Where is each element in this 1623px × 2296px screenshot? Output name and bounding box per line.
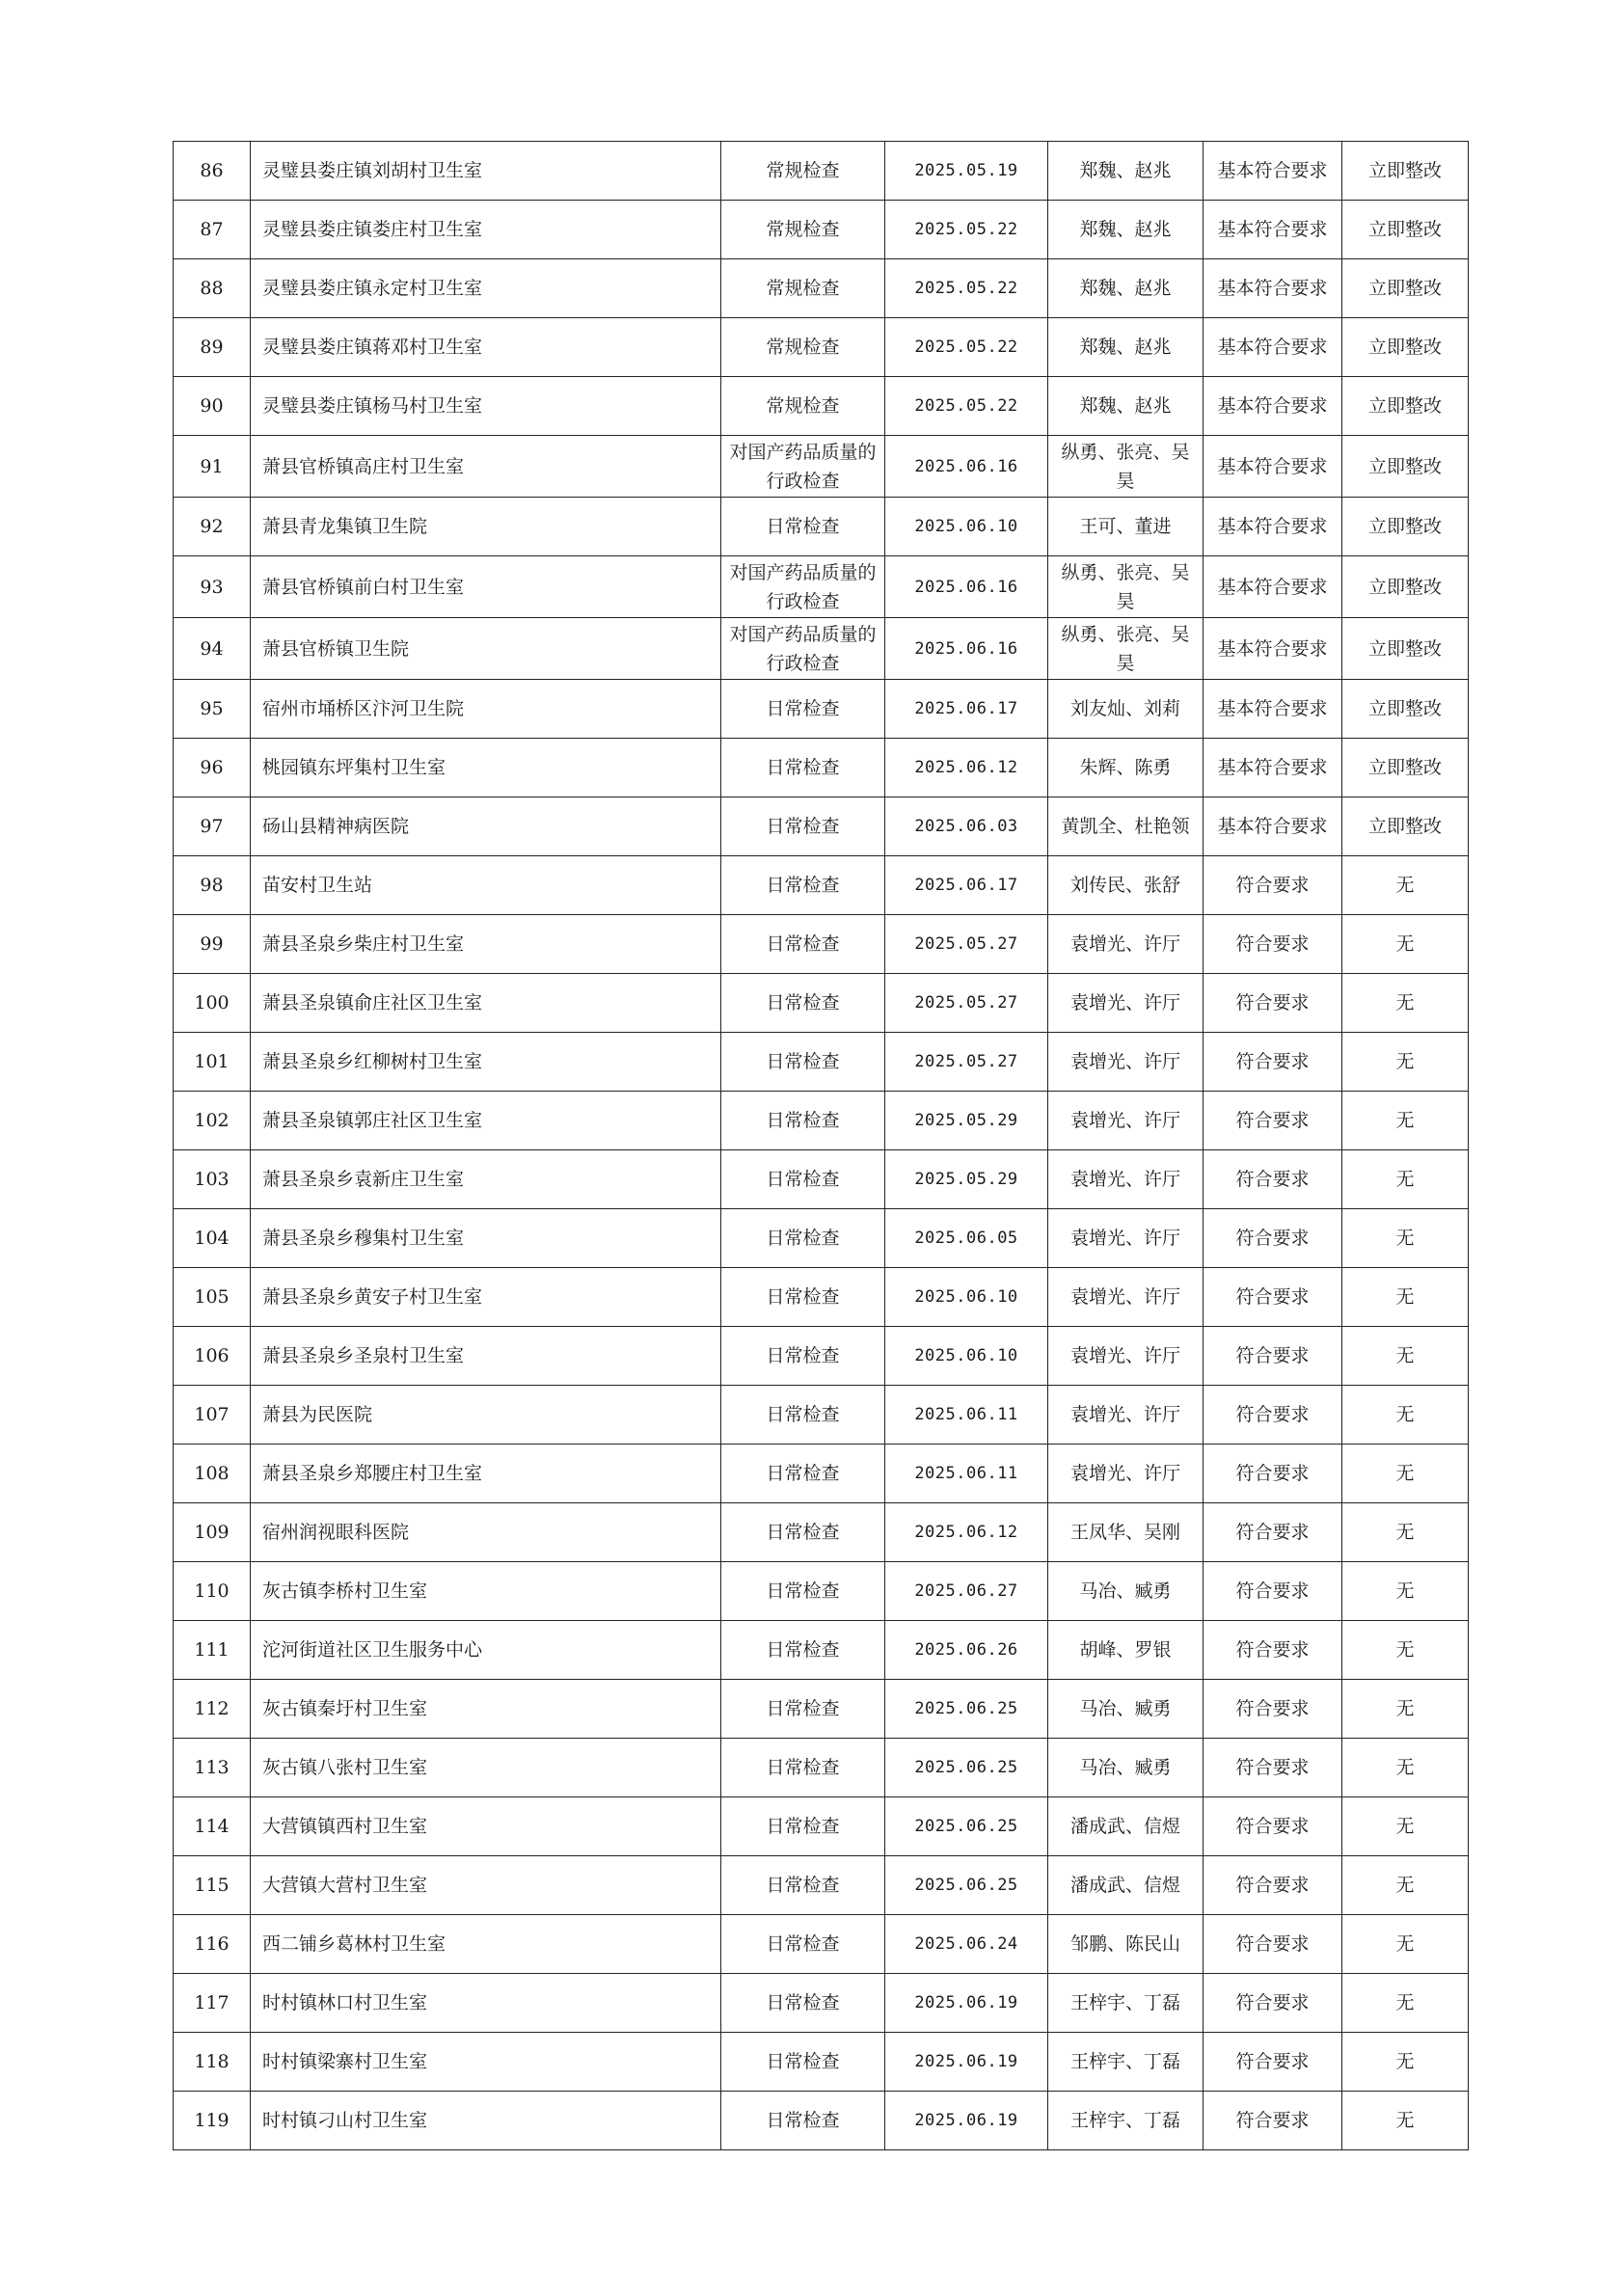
table-row [174, 2033, 1469, 2092]
institution-name-cell: 萧县圣泉乡红柳树村卫生室 [251, 1033, 721, 1092]
inspectors-cell: 刘传民、张舒 [1048, 856, 1204, 915]
institution-name-cell: 砀山县精神病医院 [251, 797, 721, 856]
inspection-date-cell: 2025.05.29 [885, 1150, 1048, 1209]
inspectors-cell: 袁增光、许厅 [1048, 1386, 1204, 1445]
table-row [174, 2092, 1469, 2150]
inspectors-cell: 王可、董进 [1048, 498, 1204, 556]
inspection-date-cell: 2025.05.27 [885, 974, 1048, 1033]
rectification-action-cell: 立即整改 [1342, 259, 1469, 318]
table-row [174, 201, 1469, 259]
row-number-cell: 86 [174, 142, 251, 201]
inspection-type-cell: 常规检查 [721, 142, 885, 201]
row-number-cell: 89 [174, 318, 251, 377]
inspection-date-cell: 2025.06.10 [885, 1268, 1048, 1327]
inspection-date-cell: 2025.06.27 [885, 1562, 1048, 1621]
row-number-cell: 108 [174, 1445, 251, 1503]
rectification-action-cell: 无 [1342, 1209, 1469, 1268]
table-row [174, 856, 1469, 915]
inspectors-cell: 潘成武、信煜 [1048, 1856, 1204, 1915]
table-row [174, 1915, 1469, 1974]
inspection-type-cell: 日常检查 [721, 1092, 885, 1150]
institution-name-cell: 灵璧县娄庄镇刘胡村卫生室 [251, 142, 721, 201]
inspectors-cell: 马冶、臧勇 [1048, 1739, 1204, 1797]
inspection-result-cell: 符合要求 [1204, 1092, 1342, 1150]
rectification-action-cell: 无 [1342, 1268, 1469, 1327]
inspection-type-cell: 日常检查 [721, 856, 885, 915]
table-row [174, 318, 1469, 377]
table-row [174, 498, 1469, 556]
rectification-action-cell: 无 [1342, 1445, 1469, 1503]
institution-name-cell: 萧县圣泉乡郑腰庄村卫生室 [251, 1445, 721, 1503]
table-row [174, 436, 1469, 498]
institution-name-cell: 萧县官桥镇卫生院 [251, 618, 721, 680]
inspectors-cell: 袁增光、许厅 [1048, 1445, 1204, 1503]
inspectors-cell: 袁增光、许厅 [1048, 915, 1204, 974]
inspection-date-cell: 2025.06.25 [885, 1856, 1048, 1915]
rectification-action-cell: 无 [1342, 1680, 1469, 1739]
row-number-cell: 110 [174, 1562, 251, 1621]
rectification-action-cell: 无 [1342, 2092, 1469, 2150]
table-row [174, 1797, 1469, 1856]
inspection-date-cell: 2025.06.16 [885, 618, 1048, 680]
inspectors-cell: 朱辉、陈勇 [1048, 739, 1204, 797]
inspection-result-cell: 基本符合要求 [1204, 680, 1342, 739]
row-number-cell: 117 [174, 1974, 251, 2033]
inspectors-cell: 郑魏、赵兆 [1048, 318, 1204, 377]
inspection-result-cell: 符合要求 [1204, 1268, 1342, 1327]
table-row [174, 1327, 1469, 1386]
row-number-cell: 88 [174, 259, 251, 318]
inspection-date-cell: 2025.05.22 [885, 201, 1048, 259]
inspection-type-cell: 日常检查 [721, 1503, 885, 1562]
institution-name-cell: 萧县青龙集镇卫生院 [251, 498, 721, 556]
institution-name-cell: 时村镇林口村卫生室 [251, 1974, 721, 2033]
inspectors-cell: 袁增光、许厅 [1048, 1327, 1204, 1386]
row-number-cell: 111 [174, 1621, 251, 1680]
row-number-cell: 91 [174, 436, 251, 498]
inspection-result-cell: 符合要求 [1204, 1209, 1342, 1268]
inspection-date-cell: 2025.05.29 [885, 1092, 1048, 1150]
inspection-result-cell: 基本符合要求 [1204, 142, 1342, 201]
inspection-date-cell: 2025.06.26 [885, 1621, 1048, 1680]
table-row [174, 1974, 1469, 2033]
inspection-date-cell: 2025.06.10 [885, 498, 1048, 556]
inspection-result-cell: 符合要求 [1204, 1327, 1342, 1386]
row-number-cell: 100 [174, 974, 251, 1033]
rectification-action-cell: 无 [1342, 1974, 1469, 2033]
inspection-result-cell: 基本符合要求 [1204, 259, 1342, 318]
rectification-action-cell: 无 [1342, 1327, 1469, 1386]
table-row [174, 556, 1469, 618]
rectification-action-cell: 无 [1342, 1621, 1469, 1680]
institution-name-cell: 大营镇大营村卫生室 [251, 1856, 721, 1915]
inspection-type-cell: 日常检查 [721, 1327, 885, 1386]
institution-name-cell: 灰古镇李桥村卫生室 [251, 1562, 721, 1621]
row-number-cell: 112 [174, 1680, 251, 1739]
inspection-result-cell: 符合要求 [1204, 1974, 1342, 2033]
inspection-type-cell: 日常检查 [721, 1856, 885, 1915]
table-row [174, 1386, 1469, 1445]
row-number-cell: 109 [174, 1503, 251, 1562]
inspectors-cell: 袁增光、许厅 [1048, 1033, 1204, 1092]
row-number-cell: 114 [174, 1797, 251, 1856]
row-number-cell: 94 [174, 618, 251, 680]
inspection-type-cell: 日常检查 [721, 797, 885, 856]
institution-name-cell: 萧县圣泉乡圣泉村卫生室 [251, 1327, 721, 1386]
table-row [174, 1739, 1469, 1797]
inspection-date-cell: 2025.05.22 [885, 377, 1048, 436]
table-body [174, 142, 1469, 2150]
inspection-date-cell: 2025.05.27 [885, 1033, 1048, 1092]
rectification-action-cell: 立即整改 [1342, 377, 1469, 436]
institution-name-cell: 宿州市埇桥区汴河卫生院 [251, 680, 721, 739]
inspection-result-cell: 符合要求 [1204, 1150, 1342, 1209]
rectification-action-cell: 无 [1342, 1797, 1469, 1856]
inspectors-cell: 纵勇、张亮、吴昊 [1048, 436, 1204, 498]
inspection-result-cell: 符合要求 [1204, 1621, 1342, 1680]
institution-name-cell: 萧县圣泉镇俞庄社区卫生室 [251, 974, 721, 1033]
inspection-result-cell: 基本符合要求 [1204, 377, 1342, 436]
table-row [174, 1268, 1469, 1327]
inspection-type-cell: 日常检查 [721, 1150, 885, 1209]
row-number-cell: 103 [174, 1150, 251, 1209]
table-row [174, 974, 1469, 1033]
row-number-cell: 90 [174, 377, 251, 436]
row-number-cell: 116 [174, 1915, 251, 1974]
row-number-cell: 98 [174, 856, 251, 915]
inspectors-cell: 纵勇、张亮、吴昊 [1048, 618, 1204, 680]
inspection-type-cell: 日常检查 [721, 1445, 885, 1503]
rectification-action-cell: 无 [1342, 856, 1469, 915]
inspection-date-cell: 2025.06.17 [885, 680, 1048, 739]
inspection-result-cell: 符合要求 [1204, 2092, 1342, 2150]
inspection-type-cell: 日常检查 [721, 1386, 885, 1445]
institution-name-cell: 沱河街道社区卫生服务中心 [251, 1621, 721, 1680]
inspectors-cell: 胡峰、罗银 [1048, 1621, 1204, 1680]
inspectors-cell: 袁增光、许厅 [1048, 1092, 1204, 1150]
inspection-type-cell: 日常检查 [721, 2033, 885, 2092]
table-row [174, 1033, 1469, 1092]
rectification-action-cell: 立即整改 [1342, 318, 1469, 377]
inspection-table [173, 141, 1469, 2150]
rectification-action-cell: 立即整改 [1342, 436, 1469, 498]
row-number-cell: 101 [174, 1033, 251, 1092]
inspection-type-cell: 日常检查 [721, 739, 885, 797]
inspection-result-cell: 符合要求 [1204, 1856, 1342, 1915]
inspection-type-cell: 日常检查 [721, 498, 885, 556]
row-number-cell: 102 [174, 1092, 251, 1150]
table-row [174, 1150, 1469, 1209]
institution-name-cell: 萧县圣泉乡柴庄村卫生室 [251, 915, 721, 974]
inspection-type-cell: 常规检查 [721, 259, 885, 318]
rectification-action-cell: 立即整改 [1342, 142, 1469, 201]
inspection-date-cell: 2025.06.25 [885, 1680, 1048, 1739]
institution-name-cell: 时村镇梁寨村卫生室 [251, 2033, 721, 2092]
row-number-cell: 93 [174, 556, 251, 618]
inspection-date-cell: 2025.06.24 [885, 1915, 1048, 1974]
rectification-action-cell: 无 [1342, 1562, 1469, 1621]
inspection-result-cell: 符合要求 [1204, 1739, 1342, 1797]
inspectors-cell: 郑魏、赵兆 [1048, 142, 1204, 201]
rectification-action-cell: 立即整改 [1342, 739, 1469, 797]
inspectors-cell: 王梓宇、丁磊 [1048, 2092, 1204, 2150]
rectification-action-cell: 立即整改 [1342, 680, 1469, 739]
inspection-date-cell: 2025.06.05 [885, 1209, 1048, 1268]
table-row [174, 1856, 1469, 1915]
inspection-type-cell: 日常检查 [721, 1209, 885, 1268]
inspectors-cell: 潘成武、信煜 [1048, 1797, 1204, 1856]
institution-name-cell: 时村镇刁山村卫生室 [251, 2092, 721, 2150]
inspectors-cell: 马冶、臧勇 [1048, 1562, 1204, 1621]
inspectors-cell: 王梓宇、丁磊 [1048, 2033, 1204, 2092]
inspection-result-cell: 基本符合要求 [1204, 318, 1342, 377]
inspection-date-cell: 2025.06.16 [885, 556, 1048, 618]
rectification-action-cell: 立即整改 [1342, 498, 1469, 556]
table-row [174, 1445, 1469, 1503]
institution-name-cell: 西二铺乡葛林村卫生室 [251, 1915, 721, 1974]
institution-name-cell: 灰古镇八张村卫生室 [251, 1739, 721, 1797]
institution-name-cell: 灵璧县娄庄镇杨马村卫生室 [251, 377, 721, 436]
institution-name-cell: 萧县圣泉乡袁新庄卫生室 [251, 1150, 721, 1209]
inspectors-cell: 袁增光、许厅 [1048, 974, 1204, 1033]
inspection-date-cell: 2025.06.11 [885, 1445, 1048, 1503]
inspection-type-cell: 对国产药品质量的行政检查 [721, 556, 885, 618]
row-number-cell: 113 [174, 1739, 251, 1797]
row-number-cell: 107 [174, 1386, 251, 1445]
table-row [174, 1503, 1469, 1562]
institution-name-cell: 萧县圣泉乡穆集村卫生室 [251, 1209, 721, 1268]
table-row [174, 1209, 1469, 1268]
inspectors-cell: 马冶、臧勇 [1048, 1680, 1204, 1739]
institution-name-cell: 萧县圣泉镇郭庄社区卫生室 [251, 1092, 721, 1150]
table-row [174, 1562, 1469, 1621]
inspection-type-cell: 常规检查 [721, 201, 885, 259]
inspection-date-cell: 2025.06.17 [885, 856, 1048, 915]
inspection-result-cell: 符合要求 [1204, 1503, 1342, 1562]
inspection-result-cell: 符合要求 [1204, 915, 1342, 974]
table-row [174, 142, 1469, 201]
rectification-action-cell: 立即整改 [1342, 797, 1469, 856]
inspection-type-cell: 常规检查 [721, 318, 885, 377]
inspection-type-cell: 日常检查 [721, 1974, 885, 2033]
inspectors-cell: 袁增光、许厅 [1048, 1150, 1204, 1209]
table-row [174, 739, 1469, 797]
rectification-action-cell: 立即整改 [1342, 201, 1469, 259]
rectification-action-cell: 无 [1342, 1739, 1469, 1797]
inspection-type-cell: 对国产药品质量的行政检查 [721, 618, 885, 680]
row-number-cell: 92 [174, 498, 251, 556]
inspection-result-cell: 基本符合要求 [1204, 797, 1342, 856]
institution-name-cell: 灰古镇秦圩村卫生室 [251, 1680, 721, 1739]
inspection-type-cell: 日常检查 [721, 1915, 885, 1974]
inspection-date-cell: 2025.06.12 [885, 739, 1048, 797]
rectification-action-cell: 无 [1342, 1503, 1469, 1562]
inspection-result-cell: 符合要求 [1204, 1033, 1342, 1092]
inspection-type-cell: 日常检查 [721, 1033, 885, 1092]
inspectors-cell: 刘友灿、刘莉 [1048, 680, 1204, 739]
row-number-cell: 95 [174, 680, 251, 739]
rectification-action-cell: 无 [1342, 915, 1469, 974]
inspection-type-cell: 日常检查 [721, 680, 885, 739]
row-number-cell: 115 [174, 1856, 251, 1915]
inspection-date-cell: 2025.05.22 [885, 318, 1048, 377]
inspection-type-cell: 日常检查 [721, 2092, 885, 2150]
inspectors-cell: 郑魏、赵兆 [1048, 259, 1204, 318]
inspection-result-cell: 符合要求 [1204, 1797, 1342, 1856]
inspection-date-cell: 2025.06.11 [885, 1386, 1048, 1445]
row-number-cell: 104 [174, 1209, 251, 1268]
rectification-action-cell: 立即整改 [1342, 556, 1469, 618]
row-number-cell: 99 [174, 915, 251, 974]
inspectors-cell: 纵勇、张亮、吴昊 [1048, 556, 1204, 618]
institution-name-cell: 萧县为民医院 [251, 1386, 721, 1445]
inspection-type-cell: 常规检查 [721, 377, 885, 436]
inspection-date-cell: 2025.05.27 [885, 915, 1048, 974]
inspectors-cell: 黄凯全、杜艳领 [1048, 797, 1204, 856]
inspection-date-cell: 2025.06.25 [885, 1797, 1048, 1856]
inspection-date-cell: 2025.06.25 [885, 1739, 1048, 1797]
rectification-action-cell: 无 [1342, 974, 1469, 1033]
inspection-result-cell: 符合要求 [1204, 2033, 1342, 2092]
inspection-date-cell: 2025.06.12 [885, 1503, 1048, 1562]
rectification-action-cell: 无 [1342, 1386, 1469, 1445]
inspectors-cell: 郑魏、赵兆 [1048, 377, 1204, 436]
rectification-action-cell: 无 [1342, 1150, 1469, 1209]
institution-name-cell: 萧县官桥镇高庄村卫生室 [251, 436, 721, 498]
inspection-result-cell: 符合要求 [1204, 1386, 1342, 1445]
table-row [174, 618, 1469, 680]
row-number-cell: 96 [174, 739, 251, 797]
inspection-result-cell: 基本符合要求 [1204, 498, 1342, 556]
inspection-date-cell: 2025.06.03 [885, 797, 1048, 856]
row-number-cell: 118 [174, 2033, 251, 2092]
institution-name-cell: 灵璧县娄庄镇永定村卫生室 [251, 259, 721, 318]
rectification-action-cell: 立即整改 [1342, 618, 1469, 680]
inspection-type-cell: 日常检查 [721, 1680, 885, 1739]
inspection-result-cell: 符合要求 [1204, 1915, 1342, 1974]
inspection-result-cell: 基本符合要求 [1204, 556, 1342, 618]
institution-name-cell: 萧县官桥镇前白村卫生室 [251, 556, 721, 618]
table-row [174, 680, 1469, 739]
inspection-type-cell: 日常检查 [721, 1268, 885, 1327]
institution-name-cell: 灵璧县娄庄镇蒋邓村卫生室 [251, 318, 721, 377]
inspection-date-cell: 2025.06.19 [885, 2033, 1048, 2092]
inspection-result-cell: 符合要求 [1204, 1445, 1342, 1503]
table-row [174, 915, 1469, 974]
table-row [174, 1621, 1469, 1680]
inspectors-cell: 袁增光、许厅 [1048, 1209, 1204, 1268]
inspection-result-cell: 基本符合要求 [1204, 436, 1342, 498]
rectification-action-cell: 无 [1342, 2033, 1469, 2092]
inspectors-cell: 王凤华、吴刚 [1048, 1503, 1204, 1562]
row-number-cell: 106 [174, 1327, 251, 1386]
inspectors-cell: 邹鹏、陈民山 [1048, 1915, 1204, 1974]
institution-name-cell: 萧县圣泉乡黄安子村卫生室 [251, 1268, 721, 1327]
inspection-date-cell: 2025.06.10 [885, 1327, 1048, 1386]
inspection-result-cell: 符合要求 [1204, 974, 1342, 1033]
inspection-result-cell: 基本符合要求 [1204, 739, 1342, 797]
institution-name-cell: 大营镇镇西村卫生室 [251, 1797, 721, 1856]
rectification-action-cell: 无 [1342, 1092, 1469, 1150]
inspection-type-cell: 日常检查 [721, 1739, 885, 1797]
row-number-cell: 119 [174, 2092, 251, 2150]
institution-name-cell: 宿州润视眼科医院 [251, 1503, 721, 1562]
inspection-date-cell: 2025.06.19 [885, 1974, 1048, 2033]
inspectors-cell: 王梓宇、丁磊 [1048, 1974, 1204, 2033]
rectification-action-cell: 无 [1342, 1856, 1469, 1915]
institution-name-cell: 灵璧县娄庄镇娄庄村卫生室 [251, 201, 721, 259]
table-row [174, 377, 1469, 436]
inspection-type-cell: 日常检查 [721, 915, 885, 974]
inspection-type-cell: 日常检查 [721, 1562, 885, 1621]
rectification-action-cell: 无 [1342, 1033, 1469, 1092]
table-row [174, 1680, 1469, 1739]
inspectors-cell: 郑魏、赵兆 [1048, 201, 1204, 259]
inspection-result-cell: 符合要求 [1204, 856, 1342, 915]
institution-name-cell: 桃园镇东坪集村卫生室 [251, 739, 721, 797]
table-row [174, 1092, 1469, 1150]
inspection-date-cell: 2025.06.19 [885, 2092, 1048, 2150]
inspection-result-cell: 符合要求 [1204, 1680, 1342, 1739]
row-number-cell: 97 [174, 797, 251, 856]
inspection-type-cell: 日常检查 [721, 1621, 885, 1680]
inspection-result-cell: 符合要求 [1204, 1562, 1342, 1621]
inspection-result-cell: 基本符合要求 [1204, 201, 1342, 259]
table-row [174, 259, 1469, 318]
inspection-type-cell: 对国产药品质量的行政检查 [721, 436, 885, 498]
inspection-date-cell: 2025.05.19 [885, 142, 1048, 201]
inspection-type-cell: 日常检查 [721, 974, 885, 1033]
inspection-type-cell: 日常检查 [721, 1797, 885, 1856]
row-number-cell: 87 [174, 201, 251, 259]
row-number-cell: 105 [174, 1268, 251, 1327]
rectification-action-cell: 无 [1342, 1915, 1469, 1974]
institution-name-cell: 苗安村卫生站 [251, 856, 721, 915]
inspectors-cell: 袁增光、许厅 [1048, 1268, 1204, 1327]
inspection-date-cell: 2025.05.22 [885, 259, 1048, 318]
inspection-result-cell: 基本符合要求 [1204, 618, 1342, 680]
inspection-date-cell: 2025.06.16 [885, 436, 1048, 498]
table-row [174, 797, 1469, 856]
